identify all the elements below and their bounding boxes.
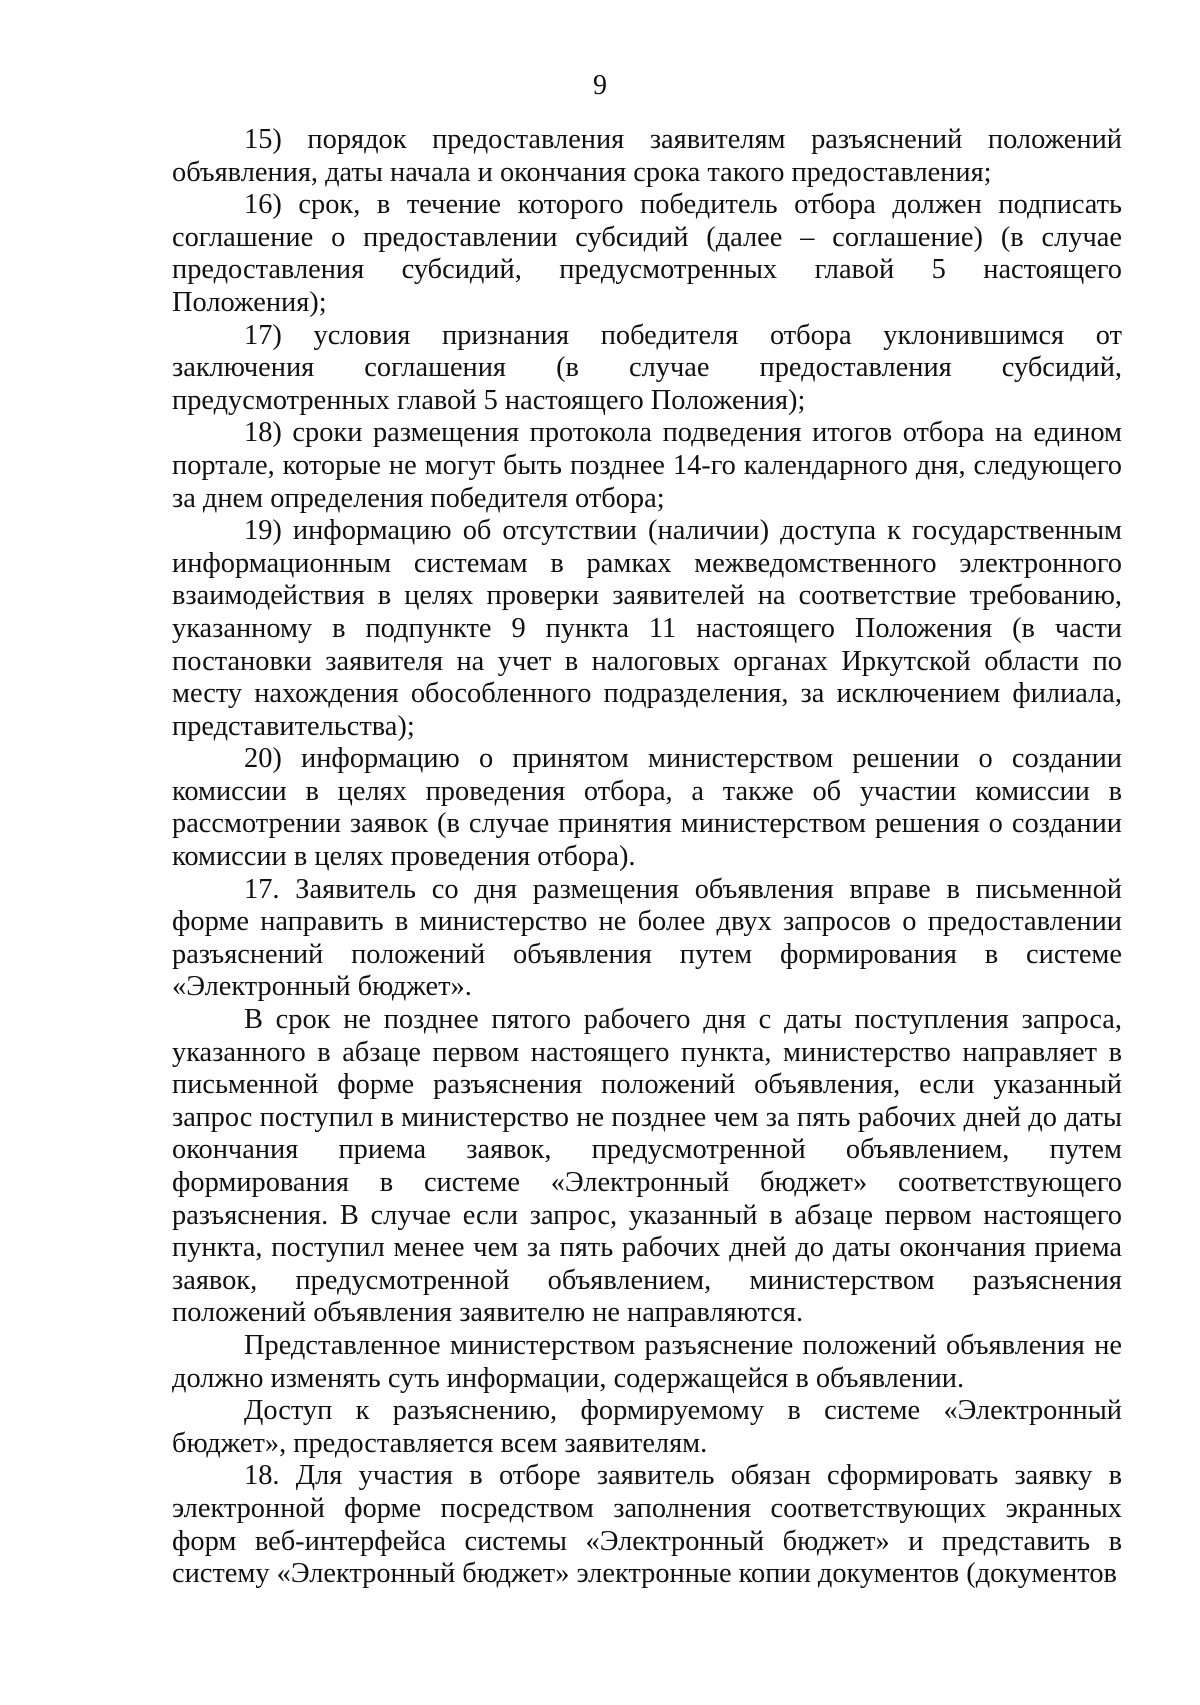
paragraph-item-17: 17) условия признания победителя отбора уклонившимся от заключения соглашения (в случае предоставления субсидий, предусмотренных главой 5 настоящего Положения);	[172, 319, 1122, 416]
paragraph-clause-17: 17. Заявитель со дня размещения объявления вправе в письменной форме направить в министерство не более двух запросов о предоставлении разъяснений положений объявления путем формирования в системе «Электронный бюджет».	[172, 873, 1122, 1003]
paragraph-clause-17-deadline: В срок не позднее пятого рабочего дня с даты поступления запроса, указанного в абзаце первом настоящего пункта, министерство направляет в письменной форме разъяснения положений объявления, если указанный запрос поступил в министерство не позднее чем за пять рабочих дней до даты окончания приема заявок, предусмотренной объявлением, путем формирования в системе «Электронный бюджет» соответствующего разъяснения. В случае если запрос, указанный в абзаце первом настоящего пункта, поступил менее чем за пять рабочих дней до даты окончания приема заявок, предусмотренной объявлением, министерством разъяснения положений объявления заявителю не направляются.	[172, 1004, 1122, 1329]
paragraph-item-15: 15) порядок предоставления заявителям разъяснений положений объявления, даты начала и окончания срока такого предоставления;	[172, 124, 1122, 188]
paragraph-item-20: 20) информацию о принятом министерством решении о создании комиссии в целях проведения отбора, а также об участии комиссии в рассмотрении заявок (в случае принятия министерством решения о создании комиссии в целях проведения отбора).	[172, 743, 1122, 873]
paragraph-clause-18: 18. Для участия в отборе заявитель обязан сформировать заявку в электронной форме посредством заполнения соответствующих экранных форм веб-интерфейса системы «Электронный бюджет» и представить в систему «Электронный бюджет» электронные копии документов (документов	[172, 1460, 1122, 1590]
page-number: 9	[593, 70, 607, 101]
paragraph-item-16: 16) срок, в течение которого победитель отбора должен подписать соглашение о предоставлении субсидий (далее – соглашение) (в случае предоставления субсидий, предусмотренных главой 5 настоящего Положения);	[172, 189, 1122, 318]
paragraph-item-18: 18) сроки размещения протокола подведения итогов отбора на едином портале, которые не могут быть позднее 14-го календарного дня, следующего за днем определения победителя отбора;	[172, 417, 1122, 514]
paragraph-clause-17-content: Представленное министерством разъяснение положений объявления не должно изменять суть информации, содержащейся в объявлении.	[172, 1329, 1122, 1394]
document-body	[172, 124, 1122, 1591]
paragraph-item-19: 19) информацию об отсутствии (наличии) доступа к государственным информационным системам в рамках межведомственного электронного взаимодействия в целях проверки заявителей на соответствие требованию, указанному в подпункте 9 пункта 11 настоящего Положения (в части постановки заявителя на учет в налоговых органах Иркутской области по месту нахождения обособленного подразделения, за исключением филиала, представительства);	[172, 515, 1122, 742]
paragraph-clause-17-access: Доступ к разъяснению, формируемому в системе «Электронный бюджет», предоставляется всем заявителям.	[172, 1395, 1122, 1459]
